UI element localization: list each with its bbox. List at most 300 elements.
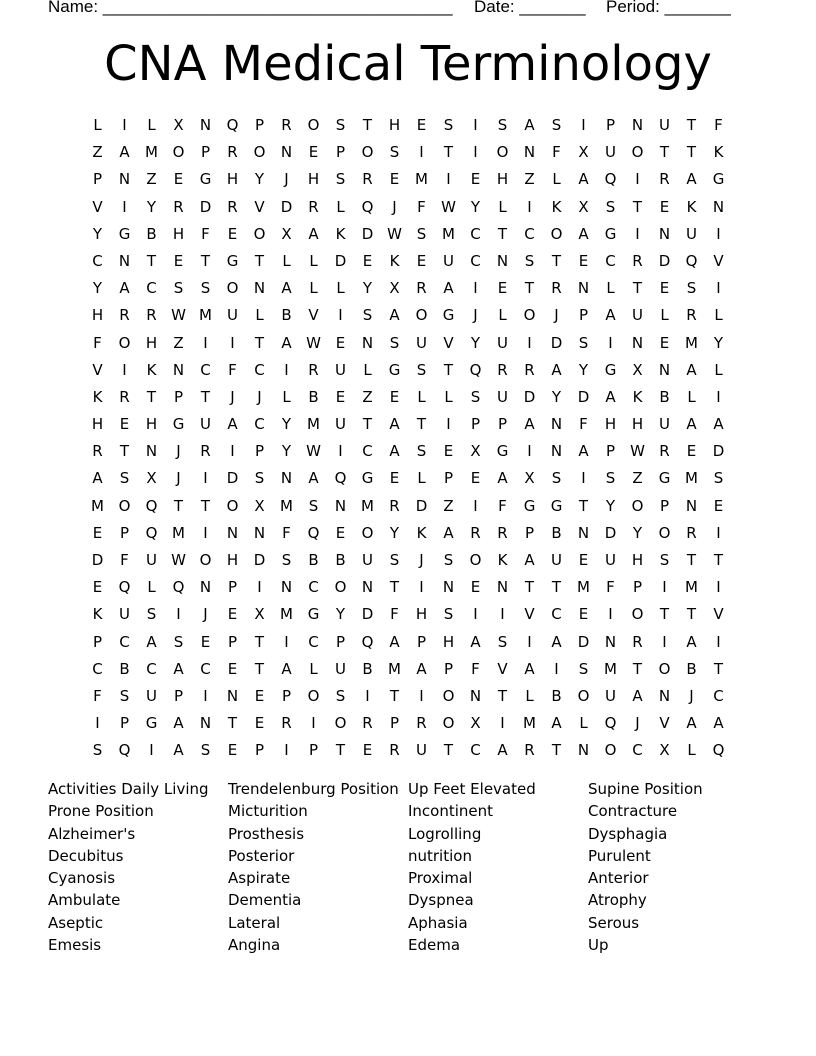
grid-letter[interactable]: G: [118, 224, 131, 243]
grid-letter[interactable]: N: [199, 116, 212, 134]
grid-letter[interactable]: U: [497, 333, 508, 352]
grid-letter[interactable]: S: [389, 143, 400, 162]
grid-letter[interactable]: S: [416, 360, 427, 379]
grid-letter[interactable]: Q: [172, 578, 185, 597]
grid-letter[interactable]: T: [335, 741, 346, 760]
grid-letter[interactable]: V: [443, 333, 454, 352]
grid-letter[interactable]: S: [605, 469, 616, 488]
grid-letter[interactable]: N: [550, 442, 563, 461]
grid-letter[interactable]: H: [442, 632, 455, 651]
grid-letter[interactable]: T: [254, 251, 265, 270]
grid-letter[interactable]: M: [442, 224, 455, 243]
grid-letter[interactable]: L: [660, 306, 669, 325]
grid-letter[interactable]: S: [524, 251, 535, 270]
grid-letter[interactable]: R: [524, 741, 535, 760]
grid-letter[interactable]: K: [389, 251, 400, 270]
grid-letter[interactable]: B: [686, 659, 697, 678]
grid-letter[interactable]: F: [120, 551, 129, 569]
grid-letter[interactable]: A: [389, 632, 400, 651]
grid-letter[interactable]: U: [497, 387, 508, 406]
grid-letter[interactable]: N: [253, 523, 266, 542]
grid-letter[interactable]: R: [146, 306, 157, 325]
grid-letter[interactable]: V: [92, 360, 103, 379]
grid-letter[interactable]: I: [122, 116, 127, 134]
grid-letter[interactable]: A: [308, 224, 319, 243]
grid-letter[interactable]: M: [523, 714, 536, 733]
grid-letter[interactable]: T: [227, 714, 238, 733]
grid-letter[interactable]: K: [416, 523, 427, 542]
grid-letter[interactable]: A: [173, 741, 184, 760]
grid-letter[interactable]: W: [441, 197, 456, 216]
grid-letter[interactable]: H: [145, 333, 158, 352]
grid-letter[interactable]: S: [389, 551, 400, 569]
grid-letter[interactable]: H: [388, 116, 401, 134]
grid-letter[interactable]: P: [173, 387, 184, 406]
grid-letter[interactable]: E: [659, 333, 670, 352]
grid-letter[interactable]: S: [119, 686, 130, 705]
grid-letter[interactable]: D: [280, 197, 293, 216]
grid-letter[interactable]: A: [308, 469, 319, 488]
grid-letter[interactable]: N: [118, 170, 131, 189]
grid-letter[interactable]: U: [632, 306, 643, 325]
grid-letter[interactable]: N: [361, 578, 374, 597]
grid-letter[interactable]: L: [687, 741, 696, 760]
grid-letter[interactable]: X: [578, 197, 589, 216]
grid-letter[interactable]: I: [662, 632, 667, 651]
grid-letter[interactable]: N: [604, 632, 617, 651]
grid-letter[interactable]: S: [686, 279, 697, 298]
grid-letter[interactable]: S: [416, 224, 427, 243]
grid-letter[interactable]: J: [176, 442, 181, 461]
grid-letter[interactable]: Q: [361, 197, 374, 216]
grid-letter[interactable]: T: [173, 496, 184, 515]
grid-letter[interactable]: N: [631, 116, 644, 134]
grid-letter[interactable]: J: [257, 387, 262, 406]
grid-letter[interactable]: X: [524, 469, 535, 488]
grid-letter[interactable]: R: [227, 143, 238, 162]
grid-letter[interactable]: R: [686, 523, 697, 542]
grid-letter[interactable]: C: [92, 659, 103, 678]
grid-letter[interactable]: A: [389, 415, 400, 434]
grid-letter[interactable]: U: [362, 551, 373, 569]
grid-letter[interactable]: N: [118, 251, 131, 270]
grid-letter[interactable]: W: [306, 442, 321, 461]
grid-letter[interactable]: H: [307, 170, 320, 189]
grid-letter[interactable]: V: [713, 605, 724, 624]
grid-letter[interactable]: T: [119, 442, 130, 461]
grid-letter[interactable]: U: [659, 116, 670, 134]
grid-letter[interactable]: T: [686, 116, 697, 134]
grid-letter[interactable]: M: [388, 659, 401, 678]
grid-letter[interactable]: N: [577, 279, 590, 298]
grid-letter[interactable]: T: [200, 387, 211, 406]
grid-letter[interactable]: I: [95, 714, 100, 733]
grid-letter[interactable]: O: [631, 143, 644, 162]
grid-letter[interactable]: O: [496, 143, 509, 162]
grid-letter[interactable]: L: [606, 279, 615, 298]
grid-letter[interactable]: R: [308, 197, 319, 216]
grid-letter[interactable]: C: [92, 251, 103, 270]
grid-letter[interactable]: D: [253, 551, 266, 569]
grid-letter[interactable]: E: [92, 578, 103, 597]
grid-letter[interactable]: L: [336, 279, 345, 298]
grid-letter[interactable]: E: [335, 523, 346, 542]
grid-letter[interactable]: E: [308, 143, 319, 162]
grid-letter[interactable]: T: [551, 578, 562, 597]
grid-letter[interactable]: Y: [578, 360, 589, 379]
grid-letter[interactable]: I: [716, 279, 721, 298]
grid-letter[interactable]: U: [227, 306, 238, 325]
grid-letter[interactable]: R: [686, 306, 697, 325]
grid-letter[interactable]: R: [551, 279, 562, 298]
grid-letter[interactable]: W: [630, 442, 645, 461]
grid-letter[interactable]: X: [578, 143, 589, 162]
grid-letter[interactable]: M: [91, 496, 104, 515]
grid-letter[interactable]: A: [497, 741, 508, 760]
grid-letter[interactable]: S: [578, 333, 589, 352]
grid-letter[interactable]: I: [365, 686, 370, 705]
grid-letter[interactable]: L: [309, 251, 318, 270]
grid-letter[interactable]: O: [442, 686, 455, 705]
grid-letter[interactable]: O: [415, 306, 428, 325]
grid-letter[interactable]: Q: [145, 496, 158, 515]
grid-letter[interactable]: F: [228, 360, 237, 379]
grid-letter[interactable]: Y: [389, 523, 400, 542]
grid-letter[interactable]: O: [307, 686, 320, 705]
grid-letter[interactable]: X: [254, 605, 265, 624]
grid-letter[interactable]: C: [146, 279, 157, 298]
grid-letter[interactable]: G: [145, 714, 158, 733]
grid-letter[interactable]: P: [119, 523, 130, 542]
grid-letter[interactable]: U: [605, 143, 616, 162]
grid-letter[interactable]: B: [551, 686, 562, 705]
grid-letter[interactable]: A: [119, 143, 130, 162]
grid-letter[interactable]: X: [281, 224, 292, 243]
grid-letter[interactable]: T: [713, 659, 724, 678]
grid-letter[interactable]: A: [173, 714, 184, 733]
grid-letter[interactable]: A: [281, 659, 292, 678]
grid-letter[interactable]: A: [146, 632, 157, 651]
grid-letter[interactable]: N: [577, 741, 590, 760]
grid-letter[interactable]: T: [578, 496, 589, 515]
grid-letter[interactable]: S: [551, 116, 562, 134]
grid-letter[interactable]: O: [442, 714, 455, 733]
grid-letter[interactable]: G: [550, 496, 563, 515]
grid-letter[interactable]: C: [470, 251, 481, 270]
grid-letter[interactable]: B: [308, 551, 319, 569]
grid-letter[interactable]: U: [686, 224, 697, 243]
grid-letter[interactable]: I: [203, 686, 208, 705]
grid-letter[interactable]: M: [145, 143, 158, 162]
grid-letter[interactable]: E: [173, 251, 184, 270]
grid-letter[interactable]: X: [632, 360, 643, 379]
grid-letter[interactable]: N: [469, 686, 482, 705]
grid-letter[interactable]: E: [470, 469, 481, 488]
grid-letter[interactable]: S: [713, 469, 724, 488]
grid-letter[interactable]: Y: [254, 170, 265, 189]
grid-letter[interactable]: A: [281, 333, 292, 352]
grid-letter[interactable]: Z: [443, 496, 454, 515]
grid-letter[interactable]: M: [199, 306, 212, 325]
grid-letter[interactable]: H: [415, 605, 428, 624]
grid-letter[interactable]: R: [362, 714, 373, 733]
grid-letter[interactable]: I: [635, 170, 640, 189]
grid-letter[interactable]: P: [443, 469, 454, 488]
grid-letter[interactable]: I: [527, 333, 532, 352]
grid-letter[interactable]: P: [659, 496, 670, 515]
grid-letter[interactable]: I: [149, 741, 154, 760]
grid-letter[interactable]: N: [280, 578, 293, 597]
grid-letter[interactable]: P: [92, 170, 103, 189]
grid-letter[interactable]: I: [716, 578, 721, 597]
grid-letter[interactable]: X: [470, 714, 481, 733]
grid-letter[interactable]: S: [470, 387, 481, 406]
grid-letter[interactable]: T: [497, 224, 508, 243]
grid-letter[interactable]: T: [146, 251, 157, 270]
grid-letter[interactable]: C: [524, 224, 535, 243]
grid-letter[interactable]: N: [577, 523, 590, 542]
grid-letter[interactable]: M: [577, 578, 590, 597]
grid-letter[interactable]: I: [716, 523, 721, 542]
grid-letter[interactable]: S: [200, 279, 211, 298]
grid-letter[interactable]: O: [523, 306, 536, 325]
grid-letter[interactable]: T: [524, 578, 535, 597]
grid-letter[interactable]: Q: [145, 523, 158, 542]
grid-letter[interactable]: S: [551, 469, 562, 488]
grid-letter[interactable]: K: [497, 551, 508, 569]
grid-letter[interactable]: D: [604, 523, 617, 542]
grid-letter[interactable]: D: [226, 469, 239, 488]
grid-letter[interactable]: E: [119, 415, 130, 434]
grid-letter[interactable]: N: [361, 333, 374, 352]
grid-letter[interactable]: P: [578, 306, 589, 325]
grid-letter[interactable]: N: [496, 251, 509, 270]
grid-letter[interactable]: Y: [713, 333, 724, 352]
grid-letter[interactable]: T: [146, 387, 157, 406]
grid-letter[interactable]: T: [254, 632, 265, 651]
grid-letter[interactable]: W: [171, 306, 186, 325]
grid-letter[interactable]: I: [635, 224, 640, 243]
grid-letter[interactable]: X: [470, 442, 481, 461]
grid-letter[interactable]: C: [119, 632, 130, 651]
grid-letter[interactable]: N: [199, 578, 212, 597]
grid-letter[interactable]: O: [361, 523, 374, 542]
grid-letter[interactable]: E: [578, 605, 589, 624]
grid-letter[interactable]: E: [254, 686, 265, 705]
grid-letter[interactable]: S: [659, 551, 670, 569]
grid-letter[interactable]: L: [417, 387, 426, 406]
grid-letter[interactable]: J: [635, 714, 640, 733]
grid-letter[interactable]: I: [230, 442, 235, 461]
grid-letter[interactable]: C: [146, 659, 157, 678]
grid-letter[interactable]: U: [443, 251, 454, 270]
grid-letter[interactable]: H: [91, 306, 104, 325]
grid-letter[interactable]: I: [446, 415, 451, 434]
grid-letter[interactable]: N: [496, 578, 509, 597]
grid-letter[interactable]: A: [686, 632, 697, 651]
grid-letter[interactable]: N: [658, 686, 671, 705]
grid-letter[interactable]: F: [471, 659, 480, 678]
grid-letter[interactable]: U: [659, 415, 670, 434]
grid-letter[interactable]: A: [470, 632, 481, 651]
grid-letter[interactable]: I: [284, 360, 289, 379]
grid-letter[interactable]: P: [254, 116, 265, 134]
grid-letter[interactable]: J: [176, 469, 181, 488]
grid-letter[interactable]: A: [524, 551, 535, 569]
grid-letter[interactable]: H: [631, 551, 644, 569]
grid-letter[interactable]: A: [551, 360, 562, 379]
grid-letter[interactable]: A: [443, 523, 454, 542]
grid-letter[interactable]: P: [119, 714, 130, 733]
grid-letter[interactable]: V: [254, 197, 265, 216]
grid-letter[interactable]: V: [659, 714, 670, 733]
grid-letter[interactable]: A: [524, 415, 535, 434]
grid-letter[interactable]: M: [415, 170, 428, 189]
grid-letter[interactable]: M: [604, 659, 617, 678]
grid-letter[interactable]: F: [498, 496, 507, 515]
grid-letter[interactable]: M: [685, 469, 698, 488]
grid-letter[interactable]: Y: [551, 387, 562, 406]
grid-letter[interactable]: G: [604, 360, 617, 379]
grid-letter[interactable]: I: [419, 686, 424, 705]
grid-letter[interactable]: U: [200, 415, 211, 434]
grid-letter[interactable]: L: [309, 659, 318, 678]
grid-letter[interactable]: P: [497, 415, 508, 434]
grid-letter[interactable]: E: [200, 632, 211, 651]
grid-letter[interactable]: E: [659, 279, 670, 298]
grid-letter[interactable]: T: [524, 279, 535, 298]
grid-letter[interactable]: A: [632, 686, 643, 705]
grid-letter[interactable]: S: [416, 442, 427, 461]
grid-letter[interactable]: I: [500, 605, 505, 624]
grid-letter[interactable]: P: [200, 143, 211, 162]
grid-letter[interactable]: A: [416, 659, 427, 678]
grid-letter[interactable]: A: [686, 714, 697, 733]
grid-letter[interactable]: I: [419, 578, 424, 597]
grid-letter[interactable]: A: [713, 714, 724, 733]
grid-letter[interactable]: P: [416, 632, 427, 651]
grid-letter[interactable]: R: [659, 442, 670, 461]
grid-letter[interactable]: I: [473, 279, 478, 298]
grid-letter[interactable]: I: [122, 360, 127, 379]
grid-letter[interactable]: K: [551, 197, 562, 216]
grid-letter[interactable]: E: [416, 116, 427, 134]
grid-letter[interactable]: I: [716, 632, 721, 651]
grid-letter[interactable]: R: [92, 442, 103, 461]
grid-letter[interactable]: L: [525, 686, 534, 705]
grid-letter[interactable]: R: [497, 360, 508, 379]
grid-letter[interactable]: S: [443, 551, 454, 569]
grid-letter[interactable]: T: [254, 333, 265, 352]
grid-letter[interactable]: E: [497, 279, 508, 298]
grid-letter[interactable]: D: [712, 442, 725, 461]
grid-letter[interactable]: G: [172, 415, 185, 434]
grid-letter[interactable]: M: [685, 333, 698, 352]
grid-letter[interactable]: A: [497, 469, 508, 488]
grid-letter[interactable]: R: [659, 170, 670, 189]
grid-letter[interactable]: L: [282, 387, 291, 406]
grid-letter[interactable]: B: [335, 551, 346, 569]
grid-letter[interactable]: I: [608, 333, 613, 352]
grid-letter[interactable]: E: [254, 714, 265, 733]
grid-letter[interactable]: N: [145, 442, 158, 461]
grid-letter[interactable]: M: [307, 415, 320, 434]
grid-letter[interactable]: L: [336, 197, 345, 216]
grid-letter[interactable]: G: [523, 496, 536, 515]
grid-letter[interactable]: A: [551, 632, 562, 651]
grid-letter[interactable]: U: [335, 659, 346, 678]
grid-letter[interactable]: P: [605, 116, 616, 134]
grid-letter[interactable]: T: [362, 415, 373, 434]
grid-letter[interactable]: U: [335, 360, 346, 379]
grid-letter[interactable]: I: [581, 116, 586, 134]
grid-letter[interactable]: S: [335, 170, 346, 189]
grid-letter[interactable]: J: [473, 306, 478, 325]
grid-letter[interactable]: P: [92, 632, 103, 651]
grid-letter[interactable]: R: [632, 251, 643, 270]
grid-letter[interactable]: I: [257, 578, 262, 597]
grid-letter[interactable]: I: [716, 387, 721, 406]
grid-letter[interactable]: M: [280, 605, 293, 624]
grid-letter[interactable]: G: [388, 360, 401, 379]
grid-letter[interactable]: U: [146, 686, 157, 705]
grid-letter[interactable]: S: [146, 605, 157, 624]
grid-letter[interactable]: Q: [334, 469, 347, 488]
grid-letter[interactable]: N: [334, 496, 347, 515]
grid-letter[interactable]: W: [171, 551, 186, 569]
grid-letter[interactable]: N: [658, 360, 671, 379]
grid-letter[interactable]: Y: [92, 279, 103, 298]
grid-letter[interactable]: N: [280, 469, 293, 488]
grid-letter[interactable]: Y: [605, 496, 616, 515]
grid-letter[interactable]: Z: [524, 170, 535, 189]
grid-letter[interactable]: Q: [226, 116, 239, 134]
grid-letter[interactable]: Z: [632, 469, 643, 488]
grid-letter[interactable]: L: [579, 714, 588, 733]
grid-letter[interactable]: I: [203, 523, 208, 542]
grid-letter[interactable]: C: [713, 686, 724, 705]
grid-letter[interactable]: B: [281, 306, 292, 325]
grid-letter[interactable]: H: [631, 415, 644, 434]
grid-letter[interactable]: M: [361, 496, 374, 515]
grid-letter[interactable]: T: [200, 251, 211, 270]
grid-letter[interactable]: E: [335, 387, 346, 406]
grid-letter[interactable]: O: [334, 578, 347, 597]
grid-letter[interactable]: H: [604, 415, 617, 434]
grid-letter[interactable]: T: [659, 605, 670, 624]
grid-letter[interactable]: R: [200, 442, 211, 461]
grid-letter[interactable]: A: [443, 279, 454, 298]
grid-letter[interactable]: P: [443, 659, 454, 678]
grid-letter[interactable]: D: [361, 224, 374, 243]
grid-letter[interactable]: T: [443, 143, 454, 162]
grid-letter[interactable]: O: [658, 523, 671, 542]
grid-letter[interactable]: B: [308, 387, 319, 406]
grid-letter[interactable]: M: [280, 496, 293, 515]
grid-letter[interactable]: T: [686, 143, 697, 162]
grid-letter[interactable]: D: [658, 251, 671, 270]
grid-letter[interactable]: J: [284, 170, 289, 189]
grid-letter[interactable]: Z: [362, 387, 373, 406]
grid-letter[interactable]: I: [473, 605, 478, 624]
grid-letter[interactable]: N: [712, 197, 725, 216]
grid-letter[interactable]: C: [605, 251, 616, 270]
grid-letter[interactable]: I: [473, 496, 478, 515]
grid-letter[interactable]: Z: [92, 143, 103, 162]
grid-letter[interactable]: I: [122, 197, 127, 216]
grid-letter[interactable]: K: [713, 143, 724, 162]
grid-letter[interactable]: E: [470, 170, 481, 189]
